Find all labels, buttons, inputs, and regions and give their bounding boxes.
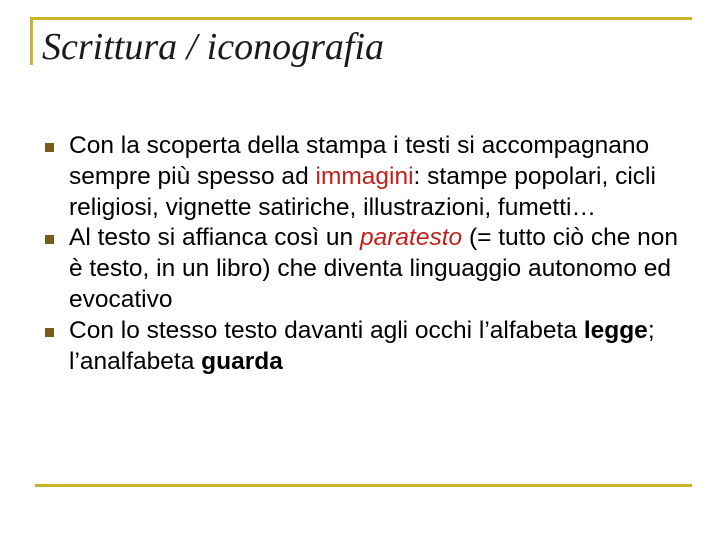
highlight-immagini: immagini (315, 162, 414, 190)
bullet-text: Con lo stesso testo davanti agli occhi l’alfabeta (69, 316, 584, 344)
highlight-paratesto: paratesto (360, 224, 463, 252)
frame-bottom-line (35, 484, 692, 487)
bullet-text: Con la scoperta della stampa i testi si accompagnano sempre più spesso ad (69, 132, 650, 190)
square-bullet-icon (45, 235, 54, 244)
square-bullet-icon (45, 328, 54, 337)
bullet-text: Al testo si affianca così un (69, 224, 360, 252)
bold-guarda: guarda (201, 347, 283, 375)
bold-legge: legge (583, 316, 648, 344)
bullet-item-stampa (45, 131, 695, 223)
frame-top-line (30, 17, 692, 20)
square-bullet-icon (45, 143, 54, 152)
bullet-text: ; l’analfabeta (69, 316, 655, 375)
frame-left-line (30, 17, 33, 65)
bullet-text: (= tutto ciò che non è testo, in un libro) che diventa linguaggio autonomo ed evocativo (69, 224, 679, 313)
bullet-item-paratesto (45, 223, 695, 315)
bullet-list (45, 131, 695, 377)
bullet-item-alfabeta (45, 316, 695, 378)
slide-title: Scrittura / iconografia (42, 26, 384, 68)
bullet-text: : stampe popolari, cicli religiosi, vignette satiriche, illustrazioni, fumetti… (69, 162, 656, 221)
